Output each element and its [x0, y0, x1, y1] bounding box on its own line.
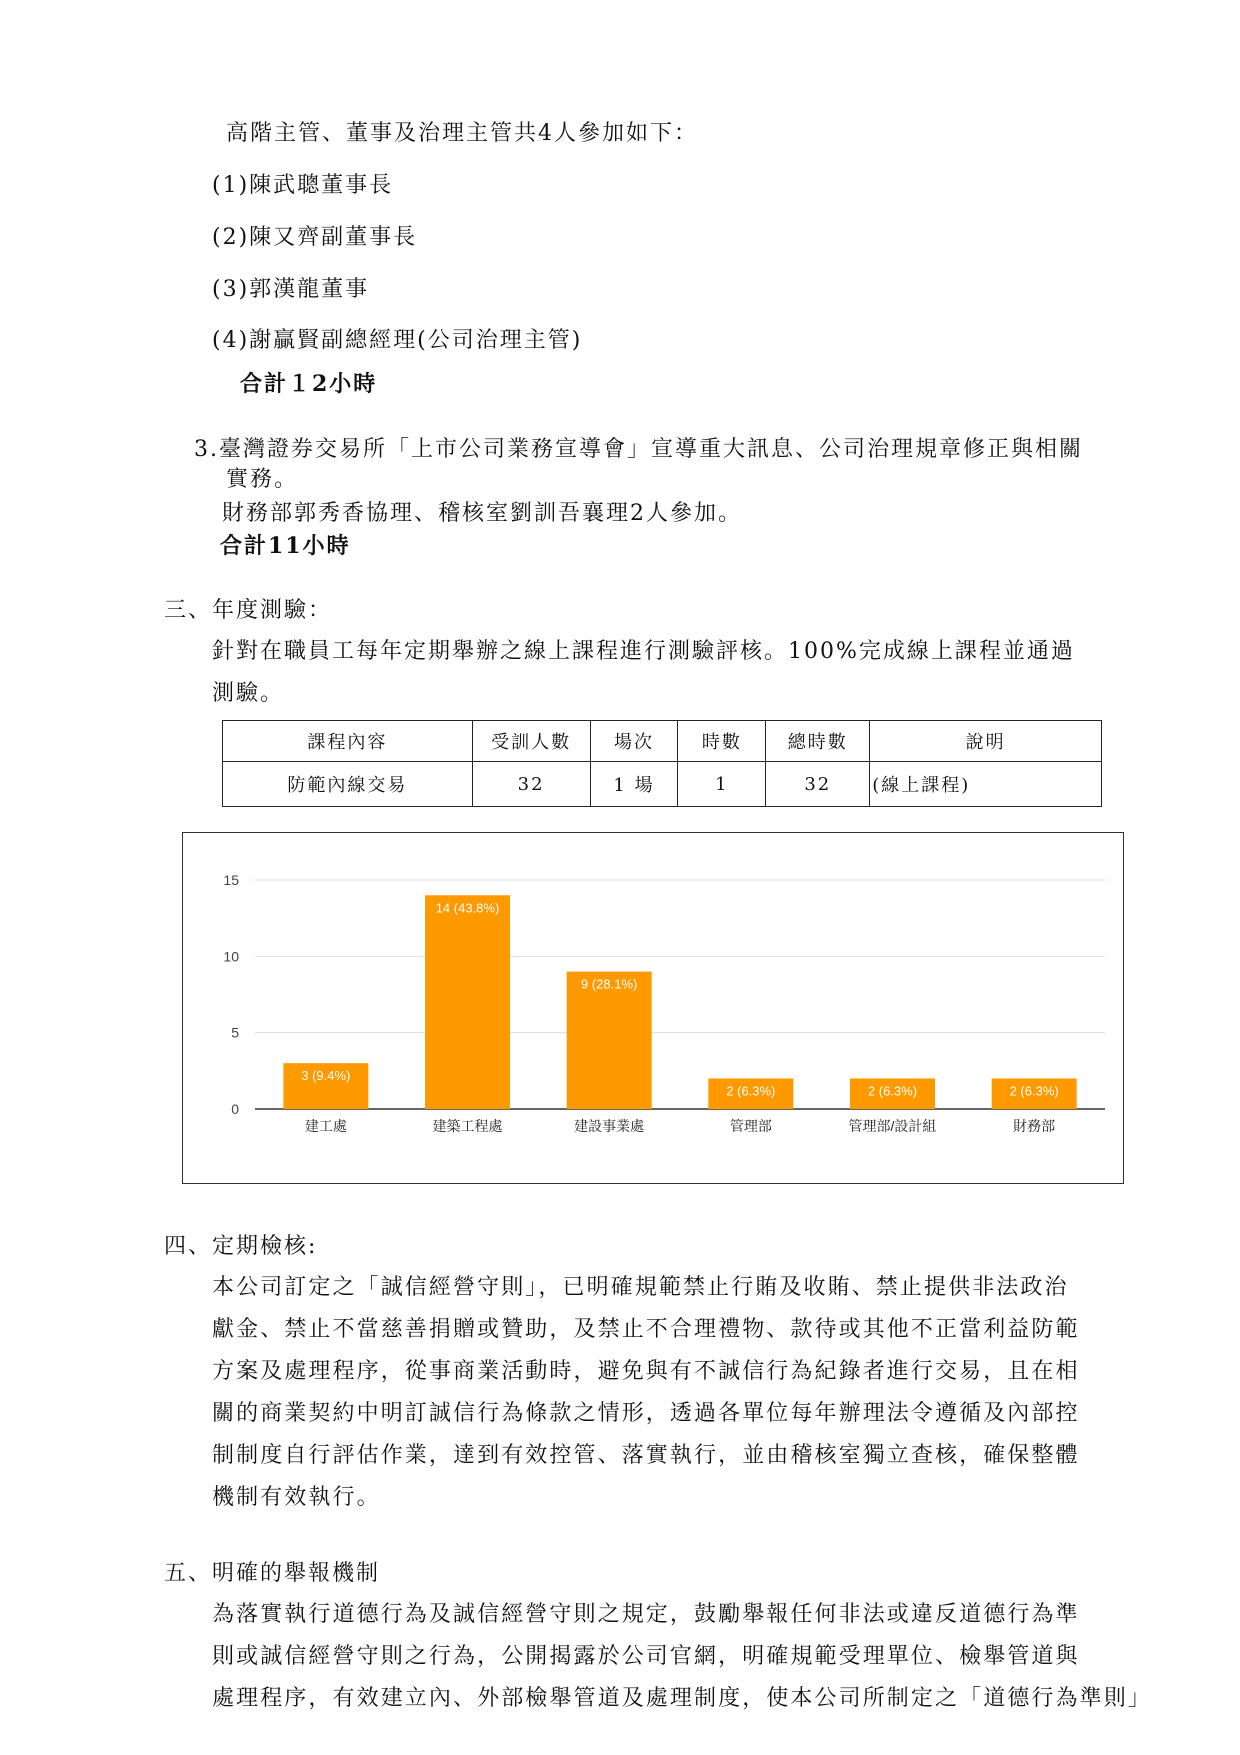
x-tick-label: 建設事業處 — [574, 1118, 645, 1134]
y-tick-label: 5 — [231, 1024, 239, 1041]
paragraph-line: 本公司訂定之「誠信經營守則」，已明確規範禁止行賄及收賄、禁止提供非法政治 — [212, 1275, 1069, 1300]
department-bar-chart — [182, 832, 1124, 1184]
section-body-line1: 針對在職員工每年定期舉辦之線上課程進行測驗評核。100%完成線上課程並通過 — [212, 639, 1075, 664]
section-heading: 三、年度測驗： — [164, 598, 333, 623]
paragraph-line: 處理程序，有效建立內、外部檢舉管道及處理制度，使本公司所制定之「道德行為準則」 — [212, 1686, 1152, 1711]
table-cell: 32 — [472, 762, 590, 807]
course-title-line1: 3.臺灣證券交易所「上市公司業務宣導會」宣導重大訊息、公司治理規章修正與相關 — [194, 437, 1083, 462]
table-header: 時數 — [678, 721, 766, 762]
attendee-4: (4)謝贏賢副總經理(公司治理主管) — [212, 328, 583, 353]
section-body-line2: 測驗。 — [212, 681, 285, 706]
attendee-3: (3)郭漢龍董事 — [212, 277, 370, 302]
table-cell: 防範內線交易 — [223, 762, 473, 807]
hours-total: 合計１2小時 — [240, 371, 378, 397]
y-tick-label: 10 — [223, 948, 239, 965]
x-tick-label: 財務部 — [1013, 1118, 1056, 1134]
data-label: 2 (6.3%) — [726, 1083, 776, 1099]
chart-canvas — [183, 833, 1123, 1183]
table-header: 總時數 — [766, 721, 870, 762]
section-body — [212, 1267, 1080, 1519]
x-tick-label: 管理部/設計組 — [848, 1118, 937, 1134]
paragraph-line: 獻金、禁止不當慈善捐贈或贊助，及禁止不合理禮物、款待或其他不正當利益防範 — [212, 1317, 1080, 1342]
data-label: 3 (9.4%) — [301, 1068, 351, 1084]
section-heading: 五、明確的舉報機制 — [164, 1561, 381, 1586]
table-cell: 32 — [766, 762, 870, 807]
table-header: 場次 — [590, 721, 678, 762]
data-label: 9 (28.1%) — [580, 976, 638, 992]
bar — [425, 895, 510, 1109]
section-body — [212, 1594, 1152, 1720]
table-cell: 1 場 — [590, 762, 678, 807]
table-cell: (線上課程) — [870, 762, 1102, 807]
paragraph-line: 制制度自行評估作業，達到有效控管、落實執行，並由稽核室獨立查核，確保整體 — [212, 1443, 1080, 1468]
course-attendees: 財務部郭秀香協理、稽核室劉訓吾襄理2人參加。 — [222, 501, 742, 526]
section-heading: 四、定期檢核: — [164, 1234, 318, 1259]
table-row — [223, 762, 1102, 807]
y-tick-label: 15 — [223, 872, 239, 888]
table-cell: 1 — [678, 762, 766, 807]
attendee-1: (1)陳武聰董事長 — [212, 173, 394, 198]
x-tick-label: 管理部 — [729, 1118, 772, 1134]
data-label: 2 (6.3%) — [867, 1083, 918, 1099]
paragraph-line: 關的商業契約中明訂誠信行為條款之情形，透過各單位每年辦理法令遵循及內部控 — [212, 1401, 1080, 1426]
exam-table — [222, 720, 1102, 807]
y-tick-label: 0 — [231, 1101, 239, 1117]
paragraph-line: 則或誠信經營守則之行為，公開揭露於公司官網，明確規範受理單位、檢舉管道與 — [212, 1644, 1080, 1669]
paragraph-line: 方案及處理程序，從事商業活動時，避免與有不誠信行為紀錄者進行交易，且在相 — [212, 1359, 1080, 1384]
table-header: 說明 — [870, 721, 1102, 762]
data-label: 2 (6.3%) — [1009, 1083, 1059, 1099]
course-title-line2: 實務。 — [226, 467, 299, 492]
attendee-2: (2)陳又齊副董事長 — [212, 225, 418, 250]
table-header-row — [223, 721, 1102, 762]
x-tick-label: 建築工程處 — [432, 1118, 503, 1134]
bar — [567, 972, 652, 1109]
attendance-intro: 高階主管、董事及治理主管共4人參加如下： — [226, 121, 698, 146]
data-label: 14 (43.8%) — [435, 900, 500, 916]
x-tick-label: 建工處 — [304, 1118, 347, 1134]
hours-total: 合計11小時 — [220, 533, 351, 559]
paragraph-line: 為落實執行道德行為及誠信經營守則之規定，鼓勵舉報任何非法或違反道德行為準 — [212, 1602, 1080, 1627]
table-header: 課程內容 — [223, 721, 473, 762]
table-header: 受訓人數 — [472, 721, 590, 762]
paragraph-line: 機制有效執行。 — [212, 1485, 381, 1510]
